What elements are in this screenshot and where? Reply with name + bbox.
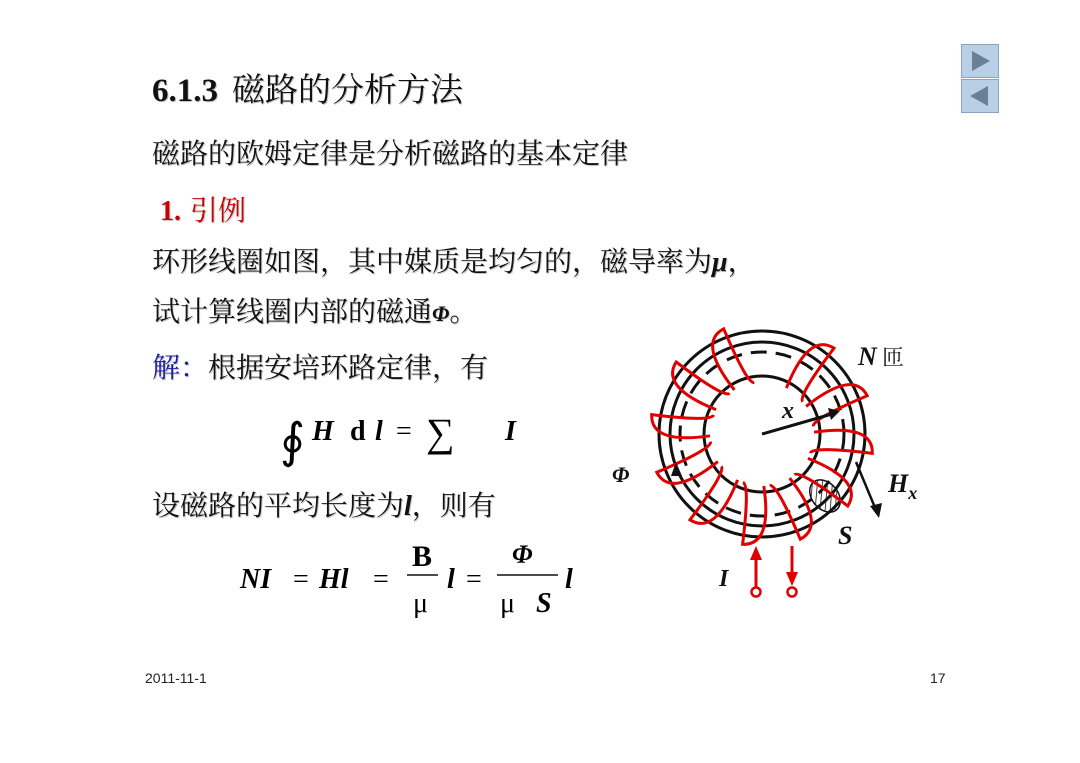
l-symbol: l (404, 491, 412, 522)
hx-arrowhead (870, 503, 882, 518)
formula-eq3: = (466, 564, 482, 595)
problem-line-2-end: 。 (449, 295, 478, 328)
coil-turn (770, 478, 812, 539)
formula-Hl: Hl (319, 564, 349, 595)
label-x: x (782, 398, 794, 424)
footer-date: 2011-11-1 (145, 670, 207, 686)
footer-page-number: 17 (930, 670, 946, 686)
lead-in-arrowhead (750, 546, 762, 560)
formula-eq2: = (373, 564, 389, 595)
label-I: I (719, 566, 729, 592)
formula-l2: l (565, 564, 573, 595)
section-title: 磁路的分析方法 (232, 70, 463, 109)
formula-l: l (375, 416, 383, 447)
formula-sum: ∑ (426, 410, 455, 455)
formula-mu2: μ (500, 588, 516, 619)
label-turns: 匝 (882, 346, 905, 371)
section-number: 6.1.3 (152, 73, 218, 109)
formula-l1: l (447, 564, 455, 595)
example-number: 1. (160, 196, 181, 227)
formula-eq1: = (293, 564, 309, 595)
formula-H: H (312, 416, 334, 447)
formula-B: B (412, 540, 433, 573)
phi-symbol: Φ (432, 301, 450, 326)
set-length-end: ，则有 (411, 489, 496, 522)
formula-S: S (536, 588, 552, 619)
formula-equals: = (396, 416, 412, 447)
coil-windings (652, 329, 873, 545)
label-H-subscript: x (908, 483, 918, 503)
intro-text: 磁路的欧姆定律是分析磁路的基本定律 (152, 137, 629, 170)
label-N: N (858, 342, 877, 371)
coil-turn (657, 442, 718, 484)
terminal-left (752, 588, 761, 597)
hx-arrow (856, 462, 876, 510)
problem-line-1-end: ， (727, 245, 756, 278)
formula-mu1: μ (413, 588, 429, 619)
problem-line-2-text: 试计算线圈内部的磁通 (152, 295, 433, 328)
coil-turn (713, 329, 755, 390)
mu-symbol: μ (712, 247, 728, 278)
formula-I: I (505, 416, 516, 447)
solution-label: 解： (152, 351, 209, 384)
ampere-law-formula (280, 410, 517, 468)
label-Phi: Φ (612, 462, 630, 487)
set-length-text: 设磁路的平均长度为 (152, 489, 405, 522)
terminal-right (788, 588, 797, 597)
label-Hx (887, 469, 917, 503)
example-title: 引例 (189, 194, 246, 227)
solution-text: 根据安培环路定律，有 (208, 351, 489, 384)
lead-out-arrowhead (786, 572, 798, 586)
label-H: H (888, 469, 909, 498)
formula-Phi: Φ (512, 540, 533, 569)
formula-d: d (350, 416, 366, 447)
problem-line-1-text: 环形线圈如图，其中媒质是均匀的，磁导率为 (152, 245, 713, 278)
ohm-law-formula (239, 540, 573, 619)
label-S: S (838, 521, 853, 550)
formula-NI: NI (240, 564, 272, 595)
toroid-diagram (612, 329, 917, 597)
contour-integral-icon: ∮ (280, 415, 306, 468)
